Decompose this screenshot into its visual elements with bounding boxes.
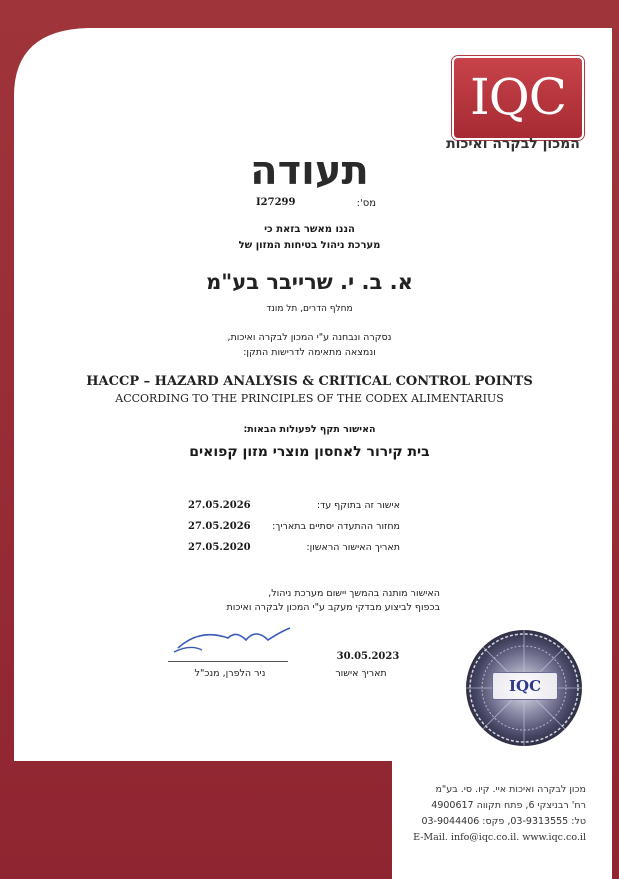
cycle-end-label: מחזור ההתעדה יסתיים בתאריך: <box>272 521 400 532</box>
signature-line <box>168 661 288 662</box>
first-approval-value: 27.05.2020 <box>188 542 251 553</box>
approval-date-label: תאריך אישור <box>335 668 387 679</box>
signer-name: ניר הלפרן, מנכ"ל <box>194 668 266 679</box>
logo-subtitle: המכון לבקרה ואיכות <box>446 136 580 152</box>
footer-email: E-Mail. info@iqc.co.il. www.iqc.co.il <box>413 832 586 843</box>
standard-subtitle: ACCORDING TO THE PRINCIPLES OF THE CODEX ALIMENTARIUS <box>115 392 504 405</box>
statement-line-2: ונמצאה מתאימה לדרישות התקן: <box>243 347 376 358</box>
logo-text: IQC <box>470 68 566 126</box>
certificate-number-value: I27299 <box>256 197 296 208</box>
valid-until-label: אישור זה בתוקף עד: <box>316 500 400 511</box>
certificate-number-label: מס': <box>356 198 376 209</box>
valid-until-value: 27.05.2026 <box>188 500 251 511</box>
certificate-title: תעודה <box>250 148 369 194</box>
footer-company: מכון לבקרה ואיכות איי. קיו. סי. בע"מ <box>435 784 586 795</box>
first-approval-label: תאריך האישור הראשון: <box>306 542 400 553</box>
scope-label: האישור תקף לפעולות הבאות: <box>243 424 376 435</box>
company-name: א. ב. י. שרייבר בע"מ <box>206 270 413 294</box>
cycle-end-value: 27.05.2026 <box>188 521 251 532</box>
iqc-logo <box>452 56 584 140</box>
footer-phone: טל: 03-9313555, פקס: 03-9044406 <box>421 816 586 827</box>
scope-value: בית קירור לאחסון מוצרי מזון קפואים <box>189 444 430 460</box>
intro-line-2: מערכת ניהול בטיחות המזון של <box>238 240 381 251</box>
hologram-seal: IQC <box>492 672 558 700</box>
statement-line-1: נסקרה ונבחנה ע"י המכון לבקרה ואיכות, <box>227 332 392 343</box>
standard-title: HACCP – HAZARD ANALYSIS & CRITICAL CONTROL POINTS <box>86 374 533 389</box>
condition-line-1: האישור מותנה בהמשך יישום מערכת ניהול, <box>268 588 440 599</box>
condition-line-2: בכפוף לביצוע מבדקי מעקב ע"י המכון לבקרה ואיכות <box>226 602 440 613</box>
footer-address: רח' רבניצקי 6, פתח תקווה 4900617 <box>431 800 586 811</box>
intro-line-1: הננו מאשר בזאת כי <box>264 224 355 235</box>
company-address: מחלף הדרים, תל מונד <box>266 304 353 314</box>
approval-date: 30.05.2023 <box>336 651 400 662</box>
